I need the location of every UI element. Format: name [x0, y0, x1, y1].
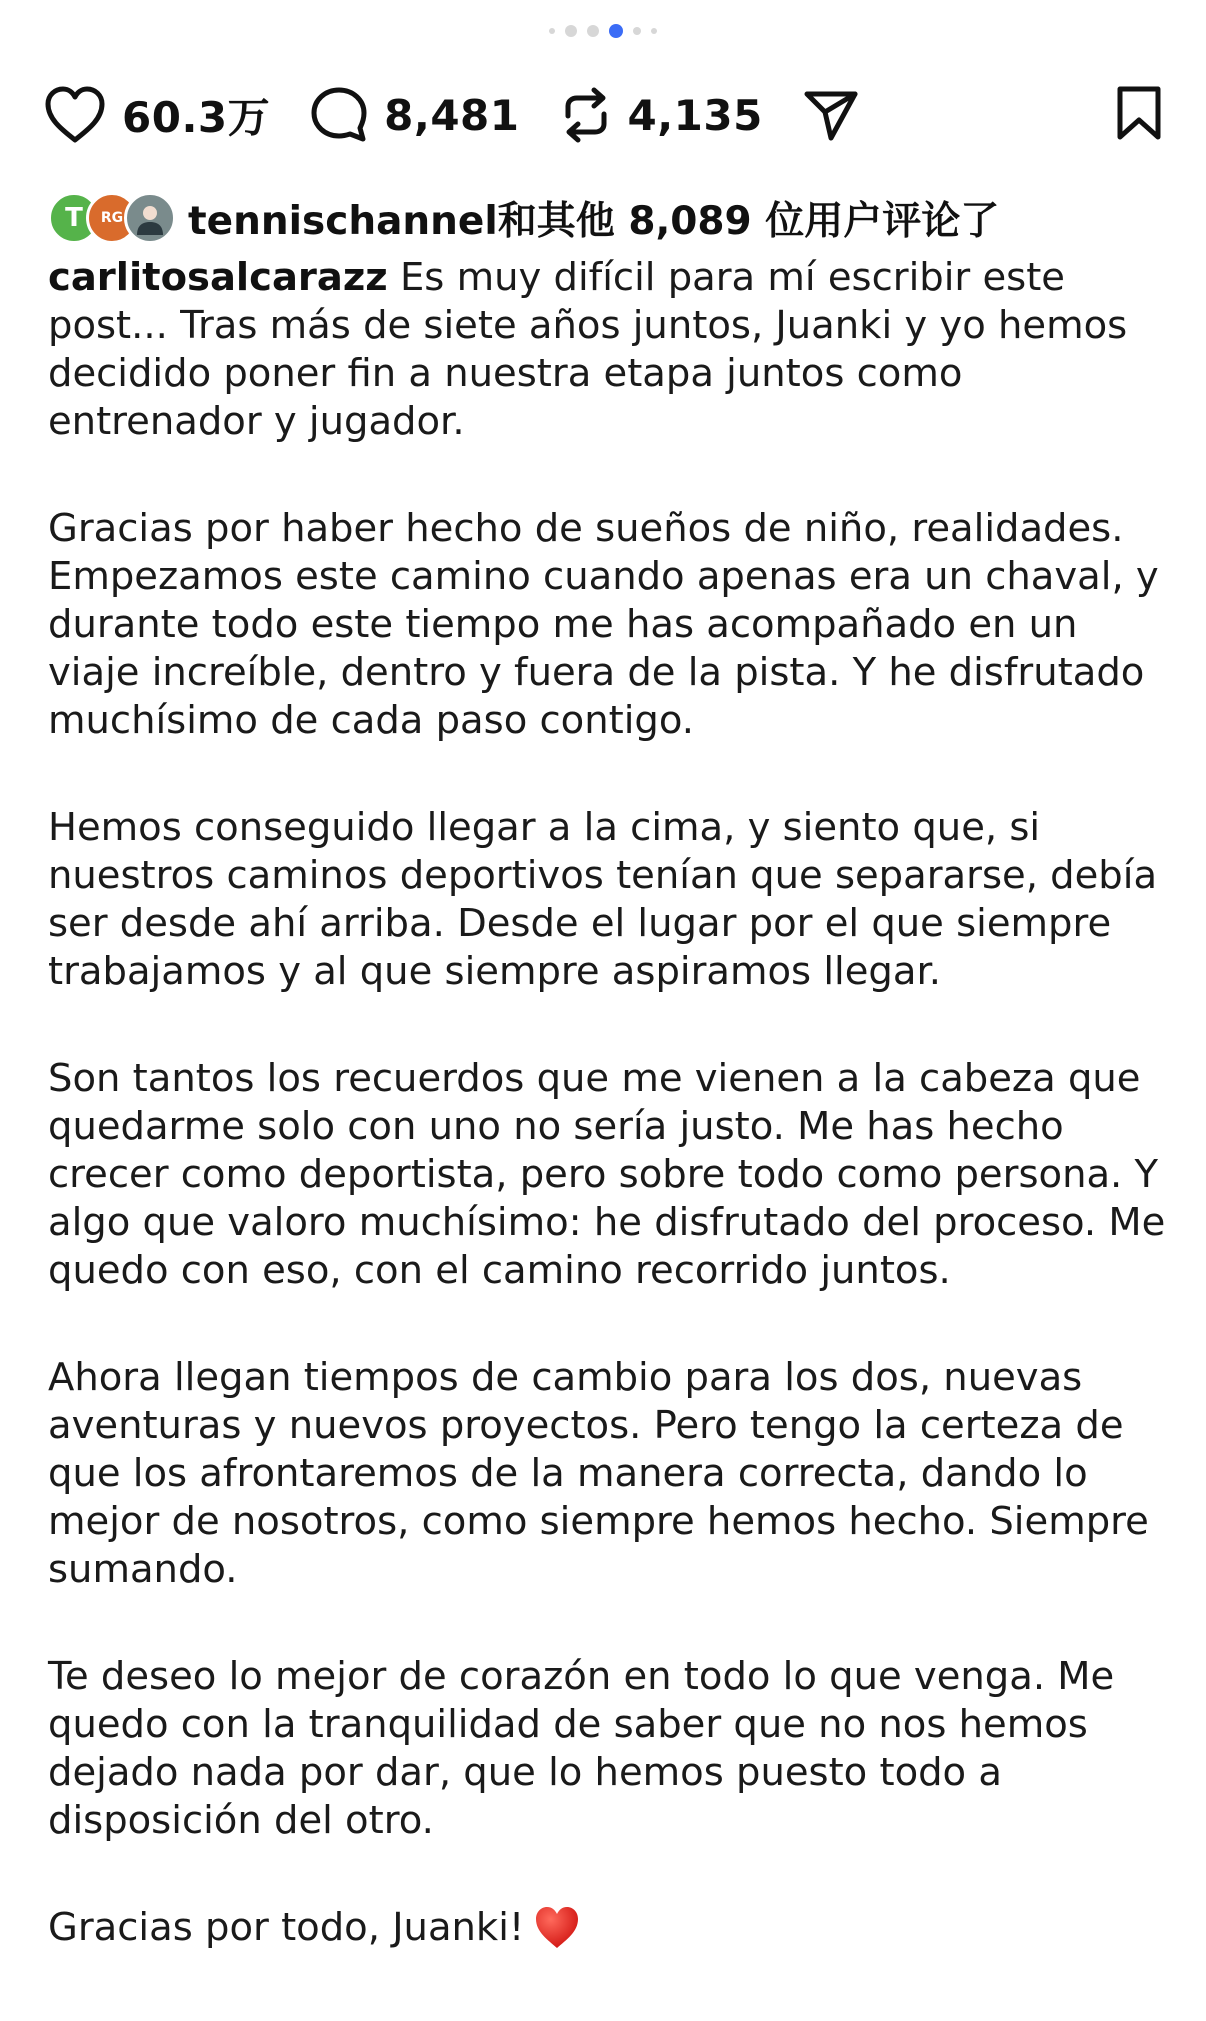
carousel-indicator [0, 24, 1206, 38]
post-caption [48, 254, 1168, 2021]
person-icon [133, 201, 167, 235]
engagement-text: tennischannel和其他 8,089 位用户评论了 [188, 199, 1000, 244]
avatar-initial: RG [100, 210, 124, 226]
heart-outline-icon [44, 86, 106, 144]
avatar-initial: T [65, 203, 83, 233]
carousel-dot-active [609, 24, 623, 38]
caption-text: Gracias por todo, Juanki! [48, 1905, 525, 1950]
engagement-summary[interactable] [48, 190, 1166, 246]
avatar-stack [48, 192, 176, 244]
carousel-dot [565, 25, 577, 37]
carousel-dot [549, 28, 555, 34]
paper-plane-icon [803, 88, 859, 142]
post-action-bar [44, 80, 1162, 150]
like-button[interactable] [44, 85, 270, 145]
carousel-dot [587, 25, 599, 37]
caption-paragraph: Te deseo lo mejor de corazón en todo lo que venga. Me quedo con la tranquilidad de saber que no nos hemos dejado nada por dar, que lo hemos puesto todo a disposición del otro. [48, 1654, 1115, 1843]
caption-paragraph: Gracias por haber hecho de sueños de niño, realidades. Empezamos este camino cuando apenas era un chaval, y durante todo este tiempo me has acompañado en un viaje increíble, dentro y fuera de la pista. Y he disfrutado muchísimo de cada paso contigo. [48, 506, 1159, 743]
caption-paragraph: Hemos conseguido llegar a la cima, y siento que, si nuestros caminos deportivos tenían que separarse, debía ser desde ahí arriba. Desde el lugar por el que siempre trabajamos y al que siempre aspiramos llegar. [48, 805, 1158, 994]
share-button[interactable] [803, 88, 859, 142]
save-button[interactable] [1116, 85, 1162, 145]
carousel-dot [651, 28, 657, 34]
like-count: 60.3万 [122, 93, 271, 142]
comment-button[interactable] [310, 86, 519, 144]
carousel-dot [633, 27, 641, 35]
repost-button[interactable] [560, 86, 763, 144]
caption-paragraph [48, 254, 1168, 446]
red-heart-emoji [534, 1906, 580, 1962]
repost-arrows-icon [560, 86, 612, 144]
author-username[interactable]: carlitosalcarazz [48, 255, 388, 300]
caption-paragraph [48, 1904, 1168, 1962]
comment-count: 8,481 [384, 90, 520, 140]
avatar-user [124, 192, 176, 244]
repost-count: 4,135 [627, 90, 763, 140]
caption-text: Es muy difícil para mí escribir este post... Tras más de siete años juntos, Juanki y yo hemos decidido poner fin a nuestra etapa juntos como entrenador y jugador. [48, 255, 1128, 444]
caption-paragraph: Son tantos los recuerdos que me vienen a la cabeza que quedarme solo con uno no sería justo. Me has hecho crecer como deportista, pero sobre todo como persona. Y algo que valoro muchísimo: he disfrutado del proceso. Me quedo con eso, con el camino recorrido juntos. [48, 1056, 1166, 1293]
bookmark-icon [1116, 126, 1162, 145]
caption-paragraph: Ahora llegan tiempos de cambio para los dos, nuevas aventuras y nuevos proyectos. Pero tengo la certeza de que los afrontaremos de la manera correcta, dando lo mejor de nosotros, como siempre hemos hecho. Siempre sumando. [48, 1355, 1149, 1592]
speech-bubble-icon [310, 86, 368, 144]
